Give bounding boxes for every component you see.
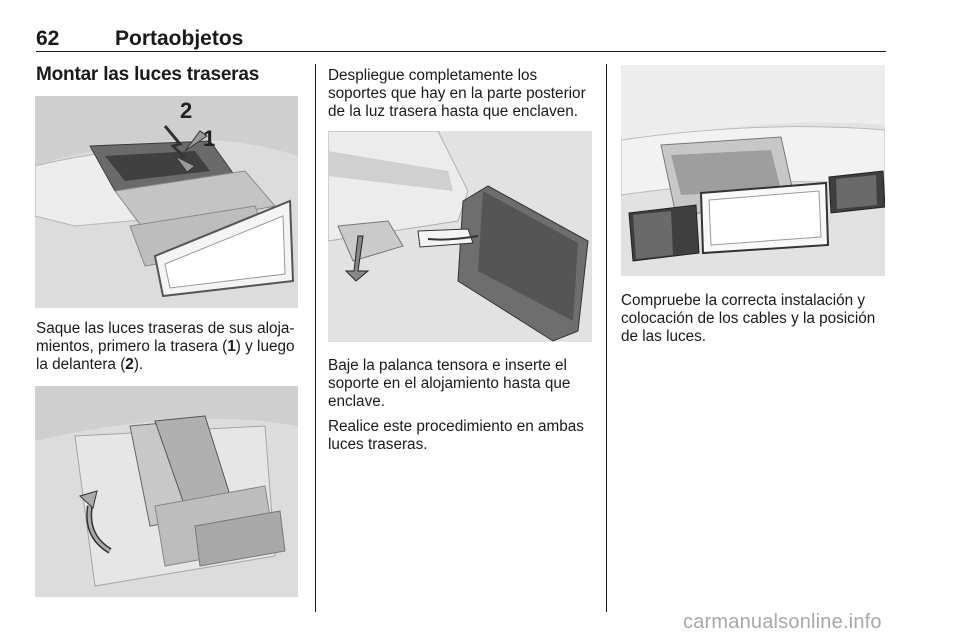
paragraph-check-installation	[621, 292, 893, 347]
figure-unfold-supports-illustration	[328, 131, 592, 342]
figure-unfold-supports	[328, 131, 592, 342]
para-line: soportes que hay en la parte posterior	[328, 85, 586, 103]
figure-rotate-lights	[35, 386, 298, 597]
para-line: Realice este procedimiento en ambas	[328, 418, 584, 435]
column-divider-2	[606, 64, 607, 612]
figure-check-installation-illustration	[621, 65, 885, 276]
figure-rotate-lights-illustration	[35, 386, 298, 597]
para-line: ).	[133, 356, 144, 374]
para-line: la delantera (	[36, 356, 126, 374]
para-line: ) y luego	[235, 338, 295, 356]
callout-2: 2	[180, 98, 193, 123]
page-number: 62	[36, 27, 60, 50]
para-line: enclave.	[328, 393, 385, 411]
header-rule	[36, 51, 886, 52]
para-line: Compruebe la correcta instalación y	[621, 292, 866, 309]
paragraph-remove-lights	[36, 320, 306, 375]
para-line: Despliegue completamente los	[328, 67, 538, 84]
column-divider-1	[315, 64, 316, 612]
figure-remove-lights	[35, 96, 298, 308]
paragraph-lower-lever	[328, 357, 600, 412]
para-line: Saque las luces traseras de sus aloja-	[36, 320, 295, 337]
para-line: Baje la palanca tensora e inserte el	[328, 357, 567, 374]
callout-1: 1	[203, 126, 216, 151]
figure-check-installation	[621, 65, 885, 276]
section-title: Montar las luces traseras	[36, 64, 260, 85]
para-line: luces traseras.	[328, 436, 428, 454]
para-line: soporte en el alojamiento hasta que	[328, 375, 571, 393]
chapter-title: Portaobjetos	[115, 27, 244, 50]
para-line: colocación de los cables y la posición	[621, 310, 876, 328]
para-line: de la luz trasera hasta que enclaven.	[328, 103, 579, 121]
paragraph-unfold-supports	[328, 67, 600, 122]
watermark: carmanualsonline.info	[683, 611, 882, 633]
reference-2: 2	[125, 356, 134, 374]
figure-remove-lights-illustration	[35, 96, 298, 308]
paragraph-repeat-procedure	[328, 418, 600, 454]
para-line: de las luces.	[621, 328, 707, 346]
reference-1: 1	[227, 338, 236, 356]
para-line: mientos, primero la trasera (	[36, 338, 228, 356]
